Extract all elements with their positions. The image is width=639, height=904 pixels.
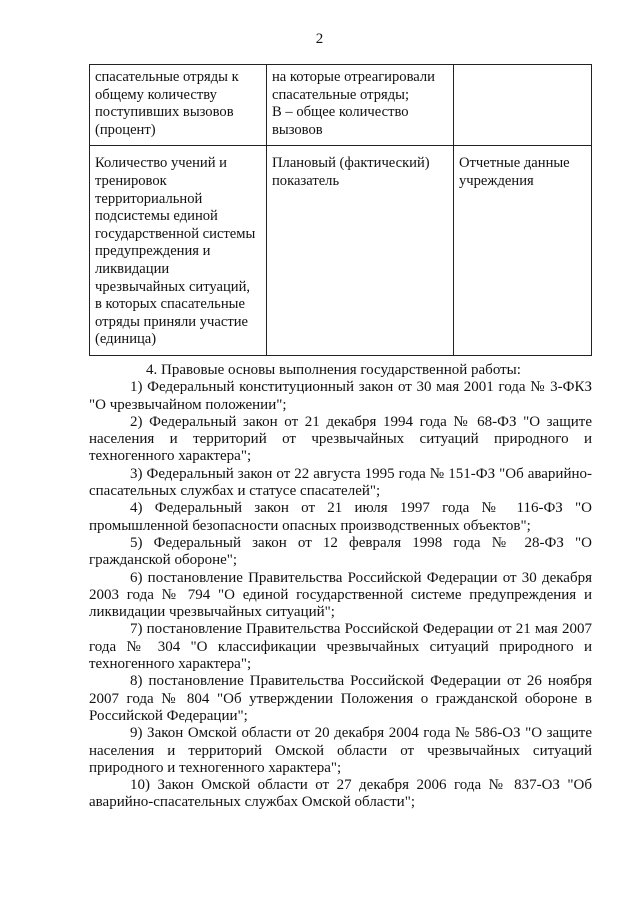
legal-basis-item: [89, 725, 592, 777]
cell-text-line: государственной системы: [95, 225, 256, 242]
table-cell-indicator: [90, 65, 267, 146]
legal-basis-item: [89, 621, 592, 673]
item-text-line: 1) Федеральный конституционный закон от 30 мая 2001 года № 3-ФКЗ: [130, 379, 592, 396]
table-cell-source: [454, 146, 592, 356]
item-text-line: 3) Федеральный закон от 22 августа 1995 года № 151-ФЗ "Об аварийно-: [130, 465, 592, 482]
legal-basis-item: [89, 379, 592, 414]
item-text-line: спасательных службах и статусе спасателей";: [89, 483, 381, 500]
item-text-line: 2007 года № 804 "Об утверждении Положения о гражданской обороне в: [89, 690, 592, 707]
cell-text-line: (процент): [95, 121, 156, 138]
table-cell-formula: [267, 65, 454, 146]
cell-text-line: тренировок: [95, 172, 167, 189]
legal-basis-section: [89, 362, 592, 812]
table-cell-indicator: [90, 146, 267, 356]
cell-text-line: Плановый (фактический): [272, 155, 430, 172]
cell-text-line: в которых спасательные: [95, 296, 245, 313]
item-text-line: 7) постановление Правительства Российской Федерации от 21 мая 2007: [130, 621, 592, 638]
cell-text-line: предупреждения и: [95, 243, 211, 260]
cell-text-line: чрезвычайных ситуаций,: [95, 278, 251, 295]
indicators-table: [89, 64, 592, 356]
item-text-line: 6) постановление Правительства Российской Федерации от 30 декабря: [130, 569, 592, 586]
cell-text-line: отряды приняли участие: [95, 313, 248, 330]
cell-text-line: учреждения: [459, 172, 534, 189]
item-text-line: 4) Федеральный закон от 21 июля 1997 года № 116-ФЗ "О: [130, 500, 592, 517]
item-text-line: "О чрезвычайном положении";: [89, 396, 287, 413]
item-text-line: года № 304 "О классификации чрезвычайных ситуаций природного и: [89, 638, 592, 655]
legal-basis-item: [89, 500, 592, 535]
item-text-line: техногенного характера";: [89, 656, 252, 673]
legal-basis-item: [89, 414, 592, 466]
section-heading: 4. Правовые основы выполнения государственной работы:: [146, 362, 521, 378]
legal-basis-item: [89, 535, 592, 570]
item-text-line: 5) Федеральный закон от 12 февраля 1998 года № 28-ФЗ "О: [130, 534, 592, 551]
cell-text-line: общему количеству: [95, 86, 217, 103]
cell-text-line: территориальной: [95, 190, 203, 207]
item-text-line: 2) Федеральный закон от 21 декабря 1994 года № 68-ФЗ "О защите: [130, 413, 592, 430]
item-text-line: техногенного характера";: [89, 448, 252, 465]
cell-text-line: (единица): [95, 331, 157, 348]
item-text-line: Российской Федерации";: [89, 707, 248, 724]
cell-text-line: показатель: [272, 172, 340, 189]
item-text-line: 2003 года № 794 "О единой государственной системе предупреждения и: [89, 586, 592, 603]
cell-text-line: поступивших вызовов: [95, 104, 234, 121]
table-row: [90, 146, 592, 356]
page-number: 2: [315, 31, 324, 47]
item-text-line: ликвидации чрезвычайных ситуаций";: [89, 604, 335, 621]
cell-text-line: Отчетные данные: [459, 155, 570, 172]
item-text-line: 8) постановление Правительства Российской Федерации от 26 ноября: [130, 673, 592, 690]
item-text-line: аварийно-спасательных службах Омской области";: [89, 794, 415, 811]
legal-basis-list: [89, 379, 592, 811]
item-text-line: населения и территорий Омской области от чрезвычайных ситуаций: [89, 742, 592, 759]
cell-text-line: ликвидации: [95, 260, 170, 277]
cell-text-line: Количество учений и: [95, 155, 227, 172]
cell-text-line: спасательные отряды;: [272, 86, 410, 103]
table-row: [90, 65, 592, 146]
cell-text-line: спасательные отряды к: [95, 69, 239, 85]
table-cell-formula: [267, 146, 454, 356]
item-text-line: 9) Закон Омской области от 20 декабря 2004 года № 586-ОЗ "О защите: [130, 725, 592, 742]
cell-text-line: B – общее количество: [272, 104, 409, 121]
item-text-line: природного и техногенного характера";: [89, 759, 342, 776]
cell-text-line: на которые отреагировали: [272, 69, 435, 85]
item-text-line: 10) Закон Омской области от 27 декабря 2006 года № 837-ОЗ "Об: [130, 777, 592, 794]
cell-text-line: вызовов: [272, 121, 323, 138]
legal-basis-item: [89, 466, 592, 501]
legal-basis-item: [89, 777, 592, 812]
table-cell-source: [454, 65, 592, 146]
legal-basis-item: [89, 673, 592, 725]
item-text-line: гражданской обороне";: [89, 552, 238, 569]
item-text-line: населения и территорий от чрезвычайных ситуаций природного и: [89, 431, 592, 448]
legal-basis-item: [89, 570, 592, 622]
cell-text-line: подсистемы единой: [95, 208, 218, 225]
item-text-line: промышленной безопасности опасных производственных объектов";: [89, 517, 531, 534]
